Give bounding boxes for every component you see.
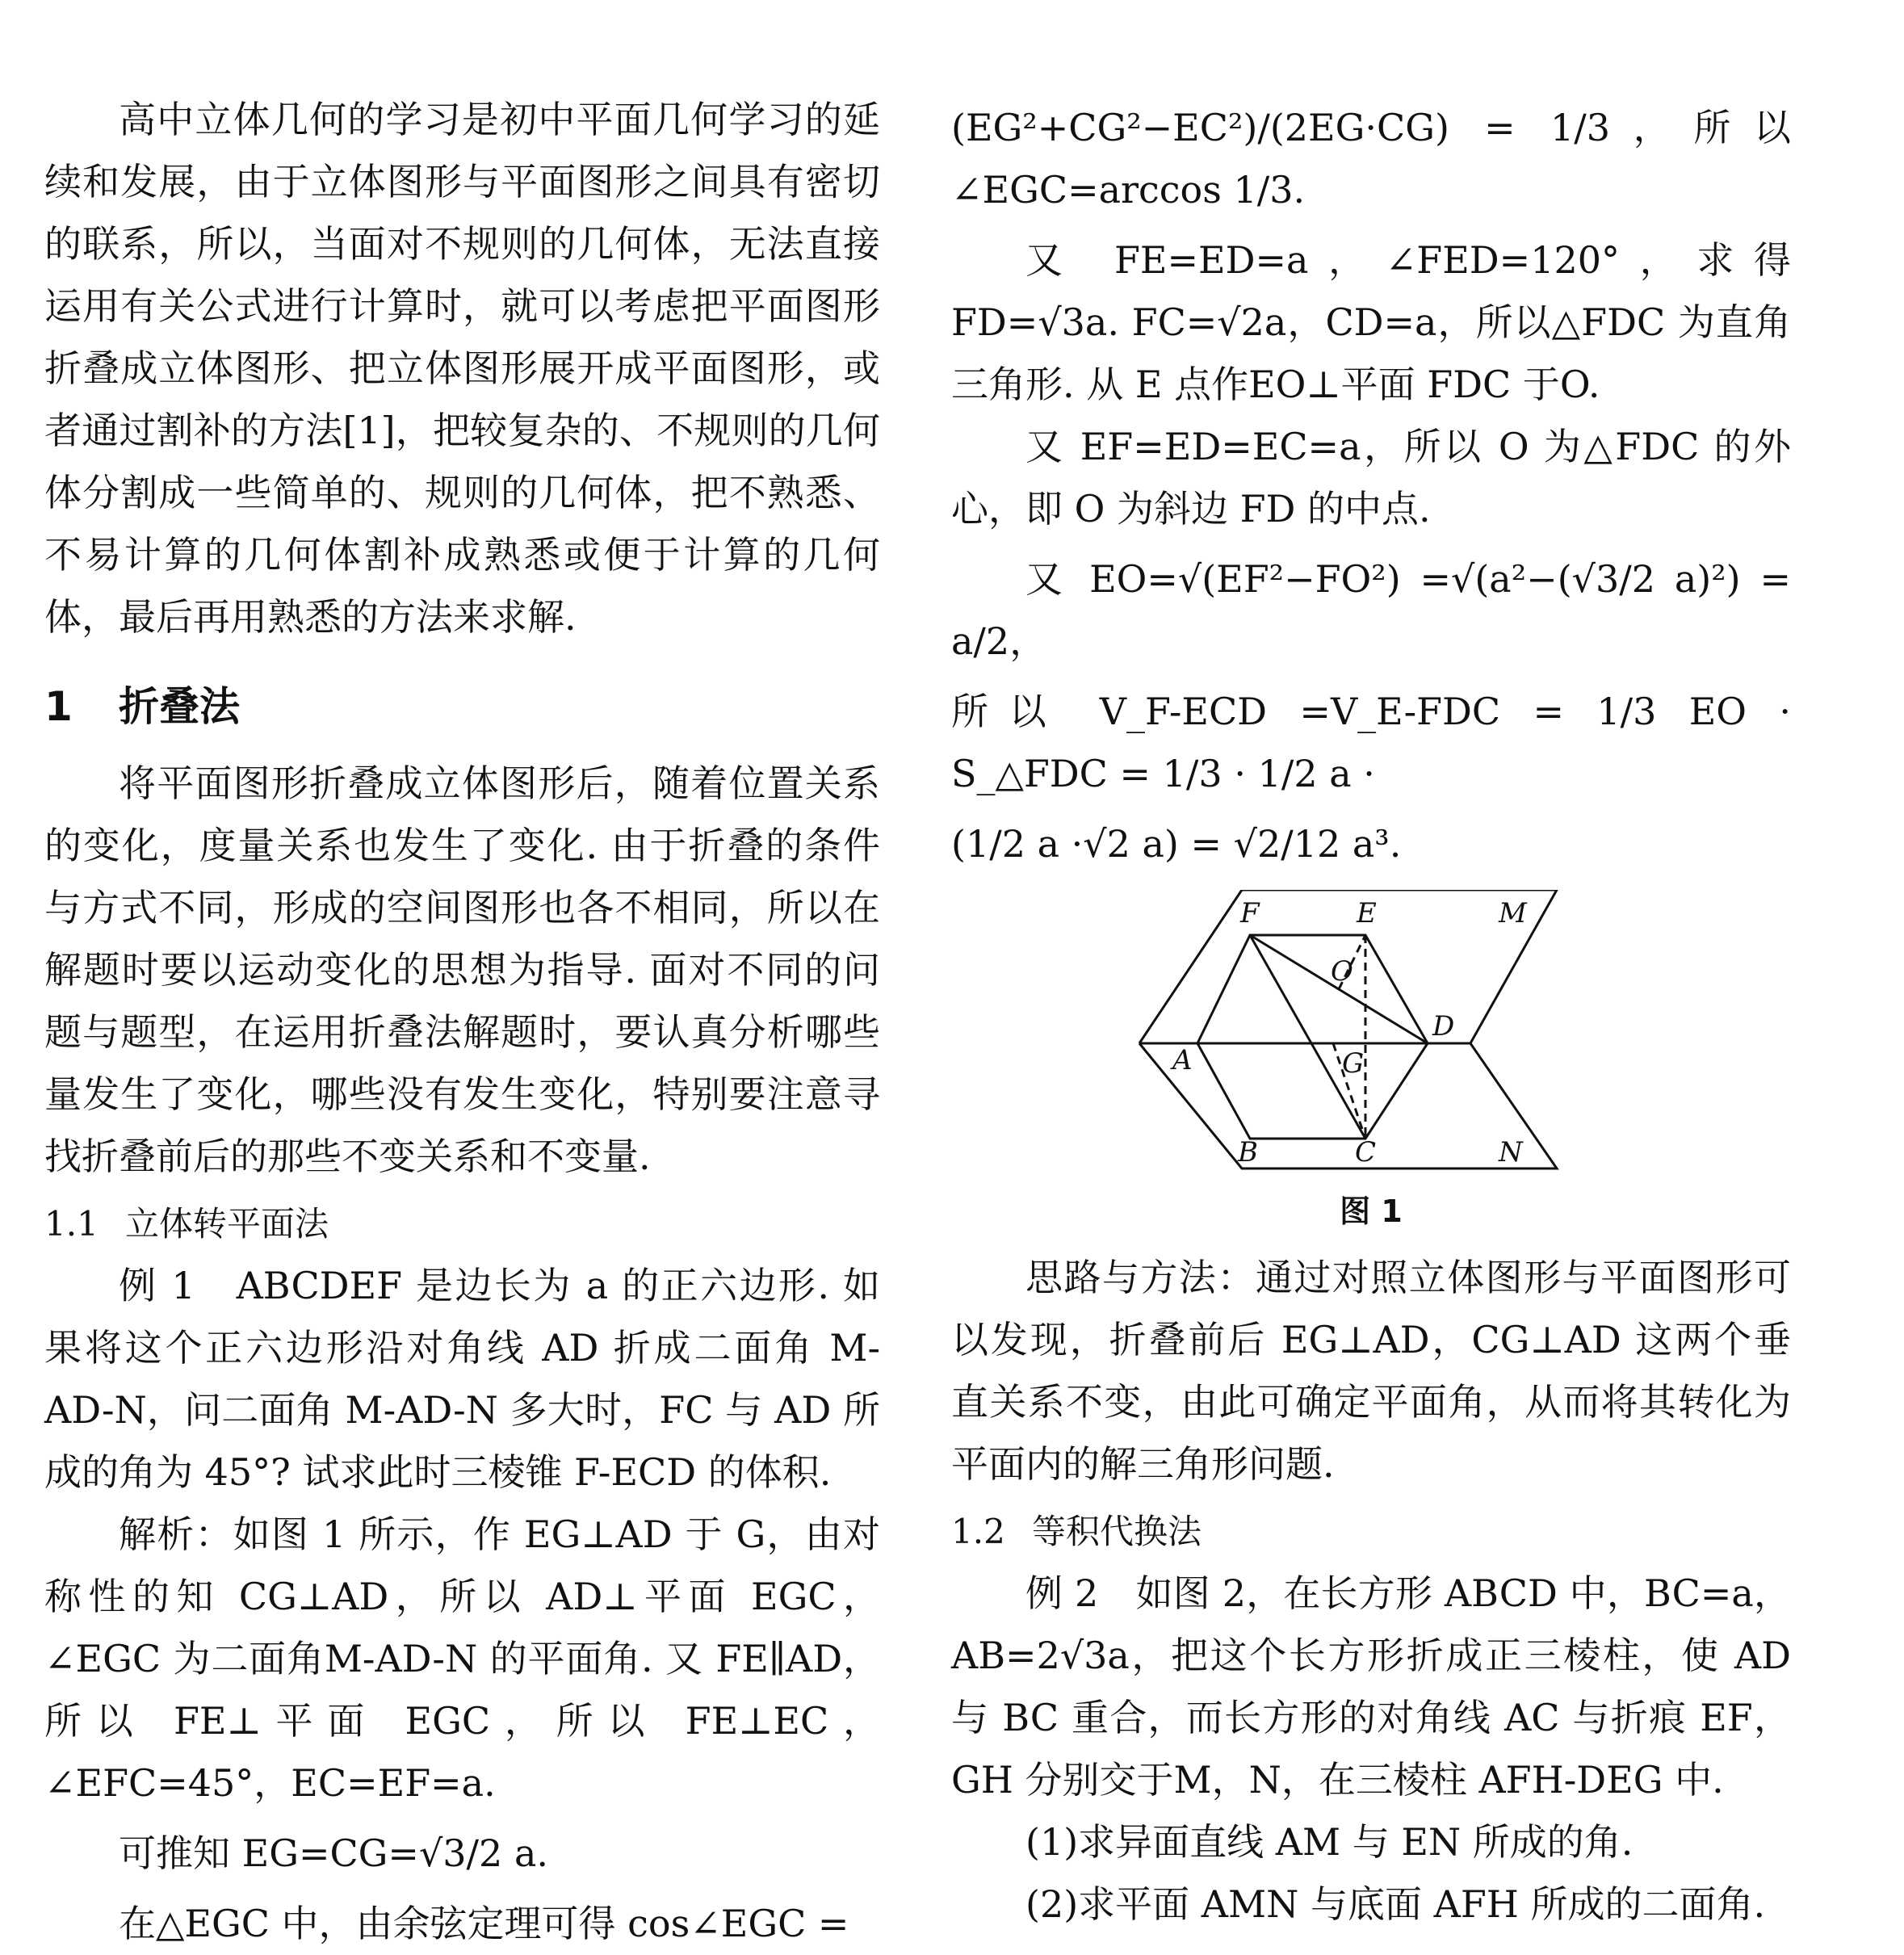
section-1-paragraph: 将平面图形折叠成立体图形后，随着位置关系的变化，度量关系也发生了变化. 由于折叠的条件与方式不同，形成的空间图形也各不相同，所以在解题时要以运动变化的思想为指导. 面对不同的问题与题型，在运用折叠法解题时，要认真分析哪些量发生了变化，哪些没有发生变化，特别要注意寻找折叠前后的那些不变关系和不变量. [44, 761, 880, 1178]
subsection-1-1-title: 立体转平面法 [125, 1204, 329, 1244]
section-1-number: 1 [44, 683, 73, 730]
paragraph-circumcenter: 又 EF=ED=EC=a，所以 O 为△FDC 的外心，即 O 为斜边 FD 的中点. [951, 425, 1791, 531]
example-1: 例 1 ABCDEF 是边长为 a 的正六边形. 如果将这个正六边形沿对角线 AD 折成二面角 M-AD-N，问二面角 M-AD-N 多大时，FC 与 AD 所成的角为 45°? 试求此时三棱锥 F-ECD 的体积. [44, 1264, 880, 1494]
cos-formula: (EG²+CG²−EC²)/(2EG·CG) = 1/3，所以∠EGC=arccos 1/3. [951, 106, 1791, 212]
section-1-heading [44, 676, 880, 738]
hexagon-lower [1197, 1043, 1428, 1139]
analysis-paragraph: 解析：如图 1 所示，作 EG⊥AD 于 G，由对称性的知 CG⊥AD，所以 AD⊥平面 EGC，∠EGC 为二面角M-AD-N 的平面角. 又 FE∥AD，所以 FE⊥平面 EGC，所以 FE⊥EC，∠EFC=45°，EC=EF=a. [44, 1512, 880, 1805]
label-g: G [1342, 1047, 1365, 1080]
volume-formula-1: 所以 V_F-ECD =V_E-FDC = 1/3 EO · S_△FDC = 1/3 · 1/2 a · [951, 690, 1791, 795]
example-2: 例 2 如图 2，在长方形 ABCD 中，BC=a，AB=2√3a，把这个长方形折成正三棱柱，使 AD 与 BC 重合，而长方形的对角线 AC 与折痕 EF，GH 分别交于M，N，在三棱柱 AFH-DEG 中. [951, 1571, 1791, 1802]
question-2: (2)求平面 AMN 与底面 AFH 所成的二面角. [1025, 1882, 1766, 1926]
label-b: B [1238, 1136, 1258, 1168]
hexagon-upper [1197, 935, 1428, 1043]
subsection-1-2-title: 等积代换法 [1032, 1512, 1202, 1551]
subsection-1-2-number: 1.2 [951, 1512, 1005, 1551]
label-f: F [1240, 897, 1260, 929]
label-o: O [1331, 955, 1353, 988]
subsection-1-2-heading [951, 1500, 1791, 1563]
right-column [951, 89, 1791, 1936]
label-e: E [1357, 897, 1377, 929]
label-n: N [1499, 1136, 1523, 1168]
intro-paragraph: 高中立体几何的学习是初中平面几何学习的延续和发展，由于立体图形与平面图形之间具有密切的联系，所以，当面对不规则的几何体，无法直接运用有关公式进行计算时，就可以考虑把平面图形折叠成立体图形、把立体图形展开成平面图形，或者通过割补的方法[1]，把较复杂的、不规则的几何体分割成一些简单的、规则的几何体，把不熟悉、不易计算的几何体割补成熟悉或便于计算的几何体，最后再用熟悉的方法来求解. [44, 98, 880, 639]
method-paragraph: 思路与方法：通过对照立体图形与平面图形可以发现，折叠前后 EG⊥AD，CG⊥AD 这两个垂直关系不变，由此可确定平面角，从而将其转化为平面内的解三角形问题. [951, 1256, 1791, 1486]
label-a: A [1172, 1044, 1193, 1076]
cosine-law-line: 在△EGC 中，由余弦定理可得 cos∠EGC = [119, 1902, 849, 1945]
paragraph-fd: 又 FE=ED=a，∠FED=120°，求得 FD=√3a. FC=√2a，CD=a，所以△FDC 为直角三角形. 从 E 点作EO⊥平面 FDC 于O. [951, 238, 1791, 406]
section-1-title: 折叠法 [119, 683, 240, 730]
left-column [44, 89, 880, 1955]
infer-formula: 可推知 EG=CG=√3/2 a. [119, 1831, 548, 1875]
figure-1-diagram [1137, 890, 1589, 1181]
label-c: C [1355, 1136, 1377, 1168]
subsection-1-1-number: 1.1 [44, 1204, 99, 1244]
figure-1 [951, 890, 1791, 1237]
label-d: D [1432, 1010, 1455, 1043]
subsection-1-1-heading [44, 1193, 880, 1255]
eo-formula: 又 EO=√(EF²−FO²) =√(a²−(√3/2 a)²) = a/2， [951, 557, 1791, 663]
question-1: (1)求异面直线 AM 与 EN 所成的角. [1025, 1820, 1633, 1864]
label-m: M [1499, 897, 1527, 929]
figure-1-caption: 图 1 [1340, 1194, 1403, 1229]
volume-formula-2: (1/2 a ·√2 a) = √2/12 a³. [951, 822, 1402, 866]
